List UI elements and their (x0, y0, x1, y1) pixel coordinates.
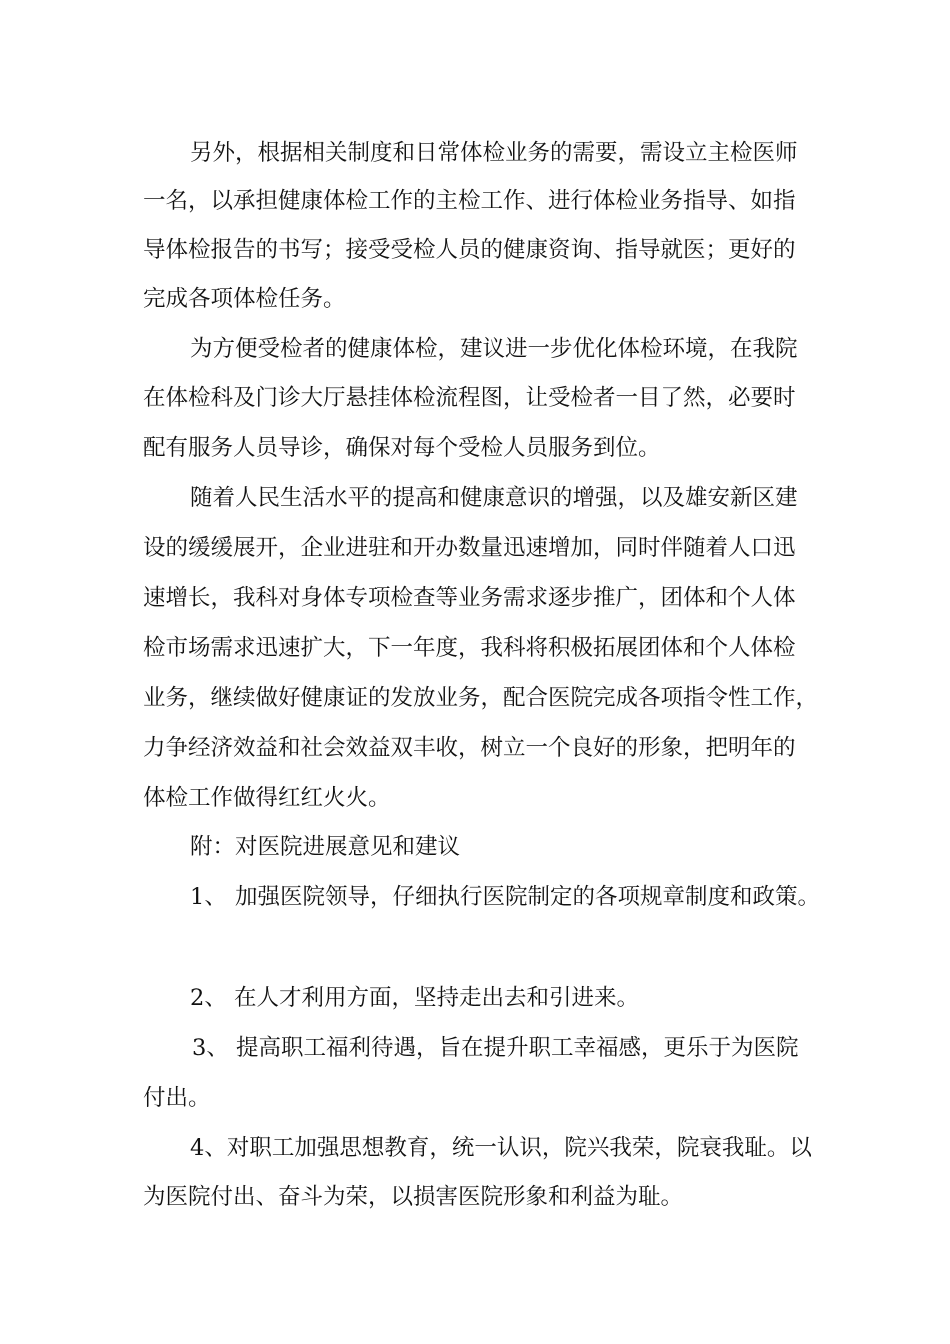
paragraph-3-line-5: 业务，继续做好健康证的发放业务，配合医院完成各项指令性工作， (143, 685, 819, 711)
item-4-line-2: 为医院付出、奋斗为荣，以损害医院形象和利益为耻。 (143, 1184, 684, 1210)
paragraph-3-line-4: 检市场需求迅速扩大，下一年度，我科将积极拓展团体和个人体检 (143, 635, 796, 661)
paragraph-1-line-4: 完成各项体检任务。 (143, 286, 346, 312)
item-3-number: 3、 (192, 1035, 229, 1061)
item-1-number: 1、 (190, 884, 227, 910)
paragraph-2-line-2: 在体检科及门诊大厅悬挂体检流程图，让受检者一目了然，必要时 (143, 385, 796, 411)
paragraph-3-line-1: 随着人民生活水平的提高和健康意识的增强，以及雄安新区建 (190, 485, 798, 511)
paragraph-2-line-3: 配有服务人员导诊，确保对每个受检人员服务到位。 (143, 435, 661, 461)
paragraph-3-line-3: 速增长，我科对身体专项检查等业务需求逐步推广，团体和个人体 (143, 585, 796, 611)
item-3-line-1: 提高职工福利待遇，旨在提升职工幸福感，更乐于为医院 (236, 1035, 799, 1061)
paragraph-1-line-2: 一名，以承担健康体检工作的主检工作、进行体检业务指导、如指 (143, 188, 796, 214)
paragraph-1-line-3: 导体检报告的书写；接受受检人员的健康资询、指导就医；更好的 (143, 237, 796, 263)
paragraph-3-line-2: 设的缓缓展开，企业进驻和开办数量迅速增加，同时伴随着人口迅 (143, 535, 796, 561)
item-2-line-1: 在人才利用方面，坚持走出去和引进来。 (234, 985, 640, 1011)
item-1-line-1: 加强医院领导，仔细执行医院制定的各项规章制度和政策。 (235, 884, 821, 910)
paragraph-3-line-7: 体检工作做得红红火火。 (143, 785, 391, 811)
paragraph-1-line-1: 另外，根据相关制度和日常体检业务的需要，需设立主检医师 (190, 140, 798, 166)
item-4-line-1: 4、对职工加强思想教育，统一认识，院兴我荣，院衰我耻。以 (190, 1135, 812, 1161)
appendix-heading: 附：对医院进展意见和建议 (190, 834, 461, 860)
item-3-line-2: 付出。 (143, 1085, 211, 1111)
item-2-number: 2、 (190, 985, 227, 1011)
paragraph-2-line-1: 为方便受检者的健康体检，建议进一步优化体检环境，在我院 (190, 336, 798, 362)
paragraph-3-line-6: 力争经济效益和社会效益双丰收，树立一个良好的形象，把明年的 (143, 735, 796, 761)
